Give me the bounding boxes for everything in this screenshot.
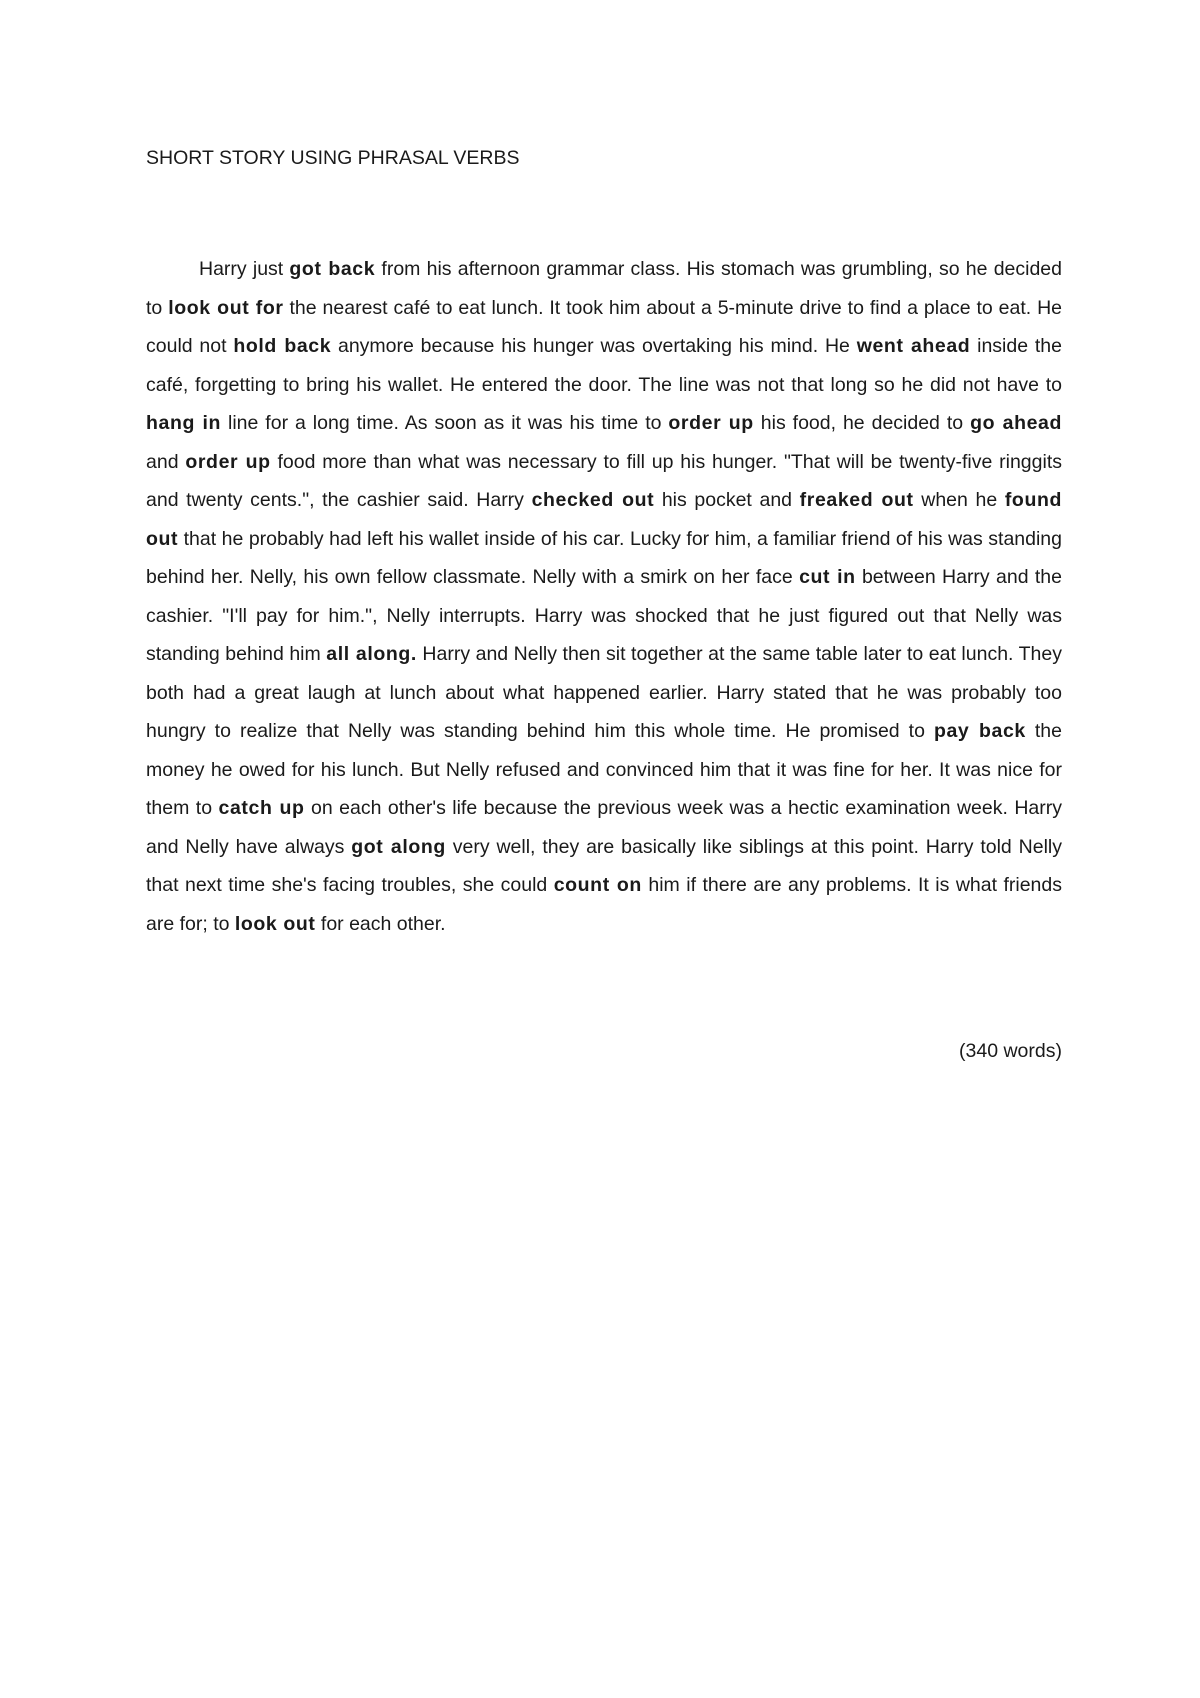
story-text: his food, he decided to [753, 412, 971, 434]
phrasal-verb: catch up [218, 797, 305, 819]
story-text: when he [913, 489, 1005, 511]
story-text: between Harry and the cashier. "I'll pay for him.", Nelly interrupts. Harry was shocked that he just figured out that Nelly was standing behind him [146, 566, 1062, 665]
phrasal-verb: checked out [531, 489, 655, 511]
document-title: SHORT STORY USING PHRASAL VERBS [146, 147, 520, 169]
phrasal-verb: go ahead [970, 412, 1062, 434]
story-text: and [146, 450, 186, 473]
phrasal-verb: went ahead [856, 335, 971, 357]
phrasal-verb: order up [668, 412, 754, 434]
story-text: anymore because his hunger was overtaking his mind. He [331, 335, 857, 357]
phrasal-verb: look out [234, 912, 316, 935]
phrasal-verb: look out for [168, 296, 284, 319]
word-count: (340 words) [959, 1040, 1062, 1062]
story-paragraph [146, 250, 1062, 943]
story-text: food more than what was necessary to fill up his hunger. "That will be twenty-five ringgits and twenty cents.", the cashier said. Harry [146, 450, 1062, 511]
story-text: from his afternoon grammar class. His stomach was grumbling, so he decided to [146, 258, 1062, 319]
story-text: him if there are any problems. It is what friends are for; to [146, 874, 1062, 935]
story-text: Harry just [199, 258, 290, 280]
phrasal-verb: got along [351, 835, 446, 858]
phrasal-verb: count on [553, 874, 642, 896]
phrasal-verb: cut in [799, 566, 856, 588]
story-text: inside the café, forgetting to bring his wallet. He entered the door. The line was not that long so he did not have to [146, 335, 1062, 396]
phrasal-verb: found out [146, 489, 1062, 550]
phrasal-verb: hang in [146, 412, 222, 434]
story-text: on each other's life because the previous week was a hectic examination week. Harry and Nelly have always [146, 797, 1063, 858]
story-text: for each other. [315, 912, 446, 935]
phrasal-verb: freaked out [799, 489, 914, 511]
phrasal-verb: order up [185, 450, 271, 473]
phrasal-verb: all along. [326, 643, 417, 665]
story-text: that he probably had left his wallet inside of his car. Lucky for him, a familiar friend of his was standing behind her. Nelly, his own fellow classmate. Nelly with a smirk on her face [146, 527, 1062, 588]
phrasal-verb: hold back [233, 335, 332, 357]
phrasal-verb: got back [289, 258, 376, 280]
story-text: his pocket and [654, 489, 800, 511]
story-text: line for a long time. As soon as it was his time to [221, 412, 669, 434]
story-text: very well, they are basically like siblings at this point. Harry told Nelly that next time she's facing troubles, she could [146, 835, 1062, 896]
story-text: Harry and Nelly then sit together at the same table later to eat lunch. They both had a great laugh at lunch about what happened earlier. Harry stated that he was probably too hungry to realize that Nelly was standing behind him this whole time. He promised to [146, 643, 1062, 742]
story-text: the nearest café to eat lunch. It took him about a 5-minute drive to find a place to eat. He could not [146, 296, 1062, 357]
phrasal-verb: pay back [933, 720, 1026, 742]
story-text: the money he owed for his lunch. But Nelly refused and convinced him that it was fine for her. It was nice for them to [146, 720, 1062, 819]
